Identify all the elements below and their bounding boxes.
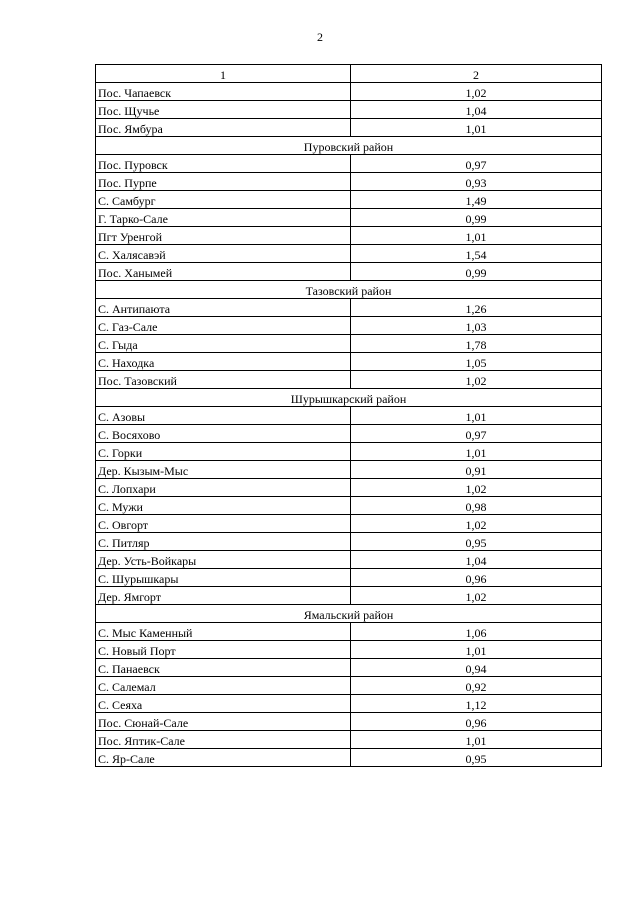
settlement-name: С. Самбург	[96, 191, 351, 209]
coefficient-value: 1,49	[351, 191, 602, 209]
coefficient-value: 0,99	[351, 263, 602, 281]
coefficient-value: 0,91	[351, 461, 602, 479]
district-header-row	[96, 605, 602, 623]
coefficient-value: 0,92	[351, 677, 602, 695]
settlement-name: Пос. Чапаевск	[96, 83, 351, 101]
settlement-name: С. Салемал	[96, 677, 351, 695]
coefficient-value: 0,94	[351, 659, 602, 677]
table-row	[96, 749, 602, 767]
table-row	[96, 227, 602, 245]
page-number: 2	[317, 30, 323, 44]
settlement-name: С. Мужи	[96, 497, 351, 515]
coefficient-value: 1,78	[351, 335, 602, 353]
coefficient-value: 1,04	[351, 551, 602, 569]
table-row	[96, 263, 602, 281]
table-row	[96, 191, 602, 209]
table-row	[96, 407, 602, 425]
settlement-name: Пос. Ханымей	[96, 263, 351, 281]
table-row	[96, 155, 602, 173]
settlement-name: С. Яр-Сале	[96, 749, 351, 767]
table-row	[96, 245, 602, 263]
table-header-row	[96, 65, 602, 83]
coefficient-value: 1,12	[351, 695, 602, 713]
coefficient-value: 1,06	[351, 623, 602, 641]
table-row	[96, 461, 602, 479]
coefficient-table	[95, 64, 602, 767]
settlement-name: Дер. Усть-Войкары	[96, 551, 351, 569]
table-row	[96, 497, 602, 515]
table-row	[96, 479, 602, 497]
table-row	[96, 173, 602, 191]
district-name: Ямальский район	[96, 605, 602, 623]
settlement-name: Пос. Щучье	[96, 101, 351, 119]
table-row	[96, 119, 602, 137]
district-name: Шурышкарский район	[96, 389, 602, 407]
table-row	[96, 623, 602, 641]
settlement-name: С. Гыда	[96, 335, 351, 353]
settlement-name: Пос. Тазовский	[96, 371, 351, 389]
settlement-name: С. Питляр	[96, 533, 351, 551]
settlement-name: С. Сеяха	[96, 695, 351, 713]
settlement-name: С. Мыс Каменный	[96, 623, 351, 641]
table-row	[96, 353, 602, 371]
table-row	[96, 731, 602, 749]
district-header-row	[96, 137, 602, 155]
coefficient-value: 1,03	[351, 317, 602, 335]
settlement-name: С. Горки	[96, 443, 351, 461]
table-row	[96, 515, 602, 533]
table-row	[96, 101, 602, 119]
coefficient-value: 1,01	[351, 119, 602, 137]
coefficient-value: 1,01	[351, 641, 602, 659]
settlement-name: Дер. Ямгорт	[96, 587, 351, 605]
settlement-name: С. Панаевск	[96, 659, 351, 677]
coefficient-value: 1,01	[351, 407, 602, 425]
coefficient-value: 1,01	[351, 731, 602, 749]
settlement-name: Пос. Ямбура	[96, 119, 351, 137]
settlement-name: Пос. Пуровск	[96, 155, 351, 173]
table-row	[96, 299, 602, 317]
table-row	[96, 425, 602, 443]
coefficient-value: 1,26	[351, 299, 602, 317]
settlement-name: С. Находка	[96, 353, 351, 371]
coefficient-value: 1,04	[351, 101, 602, 119]
coefficient-value: 0,98	[351, 497, 602, 515]
coefficient-value: 1,02	[351, 371, 602, 389]
coefficient-value: 1,02	[351, 479, 602, 497]
table-row	[96, 551, 602, 569]
settlement-name: С. Шурышкары	[96, 569, 351, 587]
coefficient-value: 0,95	[351, 533, 602, 551]
table-row	[96, 569, 602, 587]
table-body	[96, 65, 602, 767]
coefficient-value: 0,96	[351, 569, 602, 587]
settlement-name: Пос. Пурпе	[96, 173, 351, 191]
coefficient-value: 1,02	[351, 515, 602, 533]
settlement-name: С. Восяхово	[96, 425, 351, 443]
coefficient-value: 0,99	[351, 209, 602, 227]
coefficient-value: 0,96	[351, 713, 602, 731]
district-header-row	[96, 281, 602, 299]
settlement-name: С. Азовы	[96, 407, 351, 425]
coefficient-value: 1,02	[351, 587, 602, 605]
table-row	[96, 209, 602, 227]
table-row	[96, 443, 602, 461]
settlement-name: Пос. Яптик-Сале	[96, 731, 351, 749]
settlement-name: Г. Тарко-Сале	[96, 209, 351, 227]
settlement-name: Пос. Сюнай-Сале	[96, 713, 351, 731]
settlement-name: С. Газ-Сале	[96, 317, 351, 335]
district-name: Тазовский район	[96, 281, 602, 299]
table-row	[96, 695, 602, 713]
settlement-name: С. Халясавэй	[96, 245, 351, 263]
settlement-name: Пгт Уренгой	[96, 227, 351, 245]
table-row	[96, 713, 602, 731]
column-header-2: 2	[351, 65, 602, 83]
settlement-name: С. Новый Порт	[96, 641, 351, 659]
table-row	[96, 317, 602, 335]
table-row	[96, 677, 602, 695]
coefficient-value: 1,05	[351, 353, 602, 371]
coefficient-value: 1,01	[351, 443, 602, 461]
settlement-name: С. Лопхари	[96, 479, 351, 497]
coefficient-value: 1,01	[351, 227, 602, 245]
table-row	[96, 83, 602, 101]
column-header-1: 1	[96, 65, 351, 83]
coefficient-value: 1,54	[351, 245, 602, 263]
settlement-name: Дер. Кызым-Мыс	[96, 461, 351, 479]
settlement-name: С. Овгорт	[96, 515, 351, 533]
table-row	[96, 659, 602, 677]
coefficient-value: 0,97	[351, 155, 602, 173]
table-row	[96, 587, 602, 605]
district-name: Пуровский район	[96, 137, 602, 155]
table-row	[96, 371, 602, 389]
coefficient-value: 0,95	[351, 749, 602, 767]
coefficient-value: 0,93	[351, 173, 602, 191]
table-row	[96, 533, 602, 551]
coefficient-value: 1,02	[351, 83, 602, 101]
settlement-name: С. Антипаюта	[96, 299, 351, 317]
table-row	[96, 335, 602, 353]
coefficient-value: 0,97	[351, 425, 602, 443]
table-row	[96, 641, 602, 659]
district-header-row	[96, 389, 602, 407]
